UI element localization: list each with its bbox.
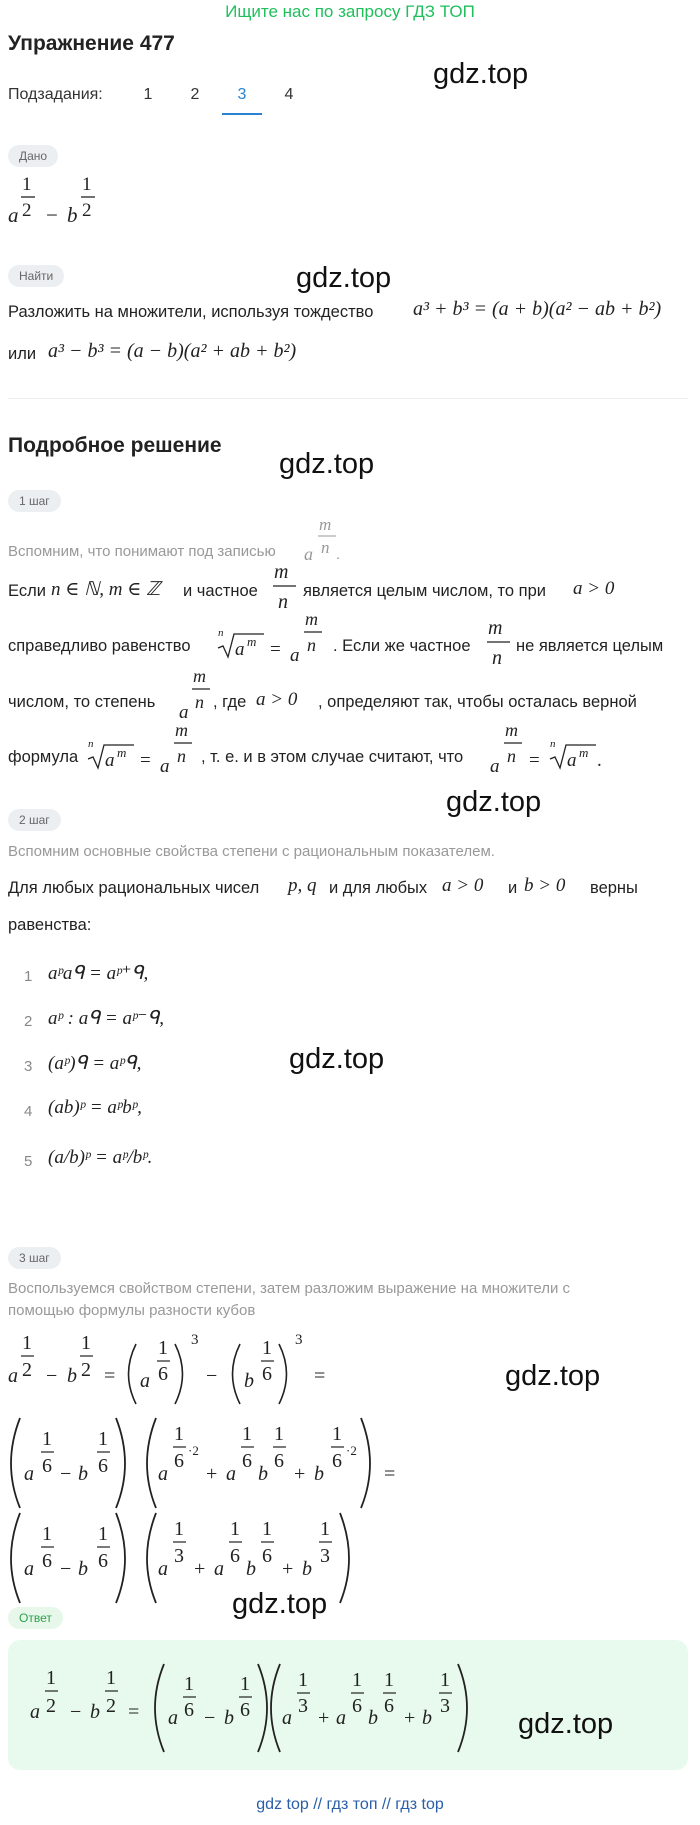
svg-text:2: 2 xyxy=(22,200,32,221)
svg-text:n: n xyxy=(278,591,288,613)
svg-text:b: b xyxy=(78,1463,88,1485)
svg-text:=: = xyxy=(128,1701,140,1723)
svg-text:=: = xyxy=(384,1463,396,1485)
given-badge: Дано xyxy=(8,145,58,167)
svg-text:6: 6 xyxy=(98,1550,108,1572)
watermark: gdz.top xyxy=(518,1708,614,1740)
top-banner[interactable]: Ищите нас по запросу ГДЗ ТОП xyxy=(225,2,475,21)
svg-text:a: a xyxy=(336,1707,346,1729)
s1-a-gt-0-b: a > 0 xyxy=(256,689,298,710)
subtask-tab-3[interactable]: 3 xyxy=(237,86,247,103)
svg-text:+: + xyxy=(206,1463,218,1485)
svg-text:6: 6 xyxy=(230,1545,240,1567)
section-divider xyxy=(8,398,688,399)
s1-defined: , определяют так, чтобы осталась верной xyxy=(318,693,637,711)
svg-text:a: a xyxy=(490,756,500,777)
s2-line1a: Для любых рациональных чисел xyxy=(8,879,260,897)
step2-hint: Вспомним основные свойства степени с рациональным показателем. xyxy=(8,843,495,860)
property-formula: aᵖ : aᑫ = aᵖ⁻ᑫ, xyxy=(48,1008,165,1029)
watermark: gdz.top xyxy=(232,1588,328,1620)
property-formula: (aᵖ)ᑫ = aᵖᑫ, xyxy=(48,1053,142,1074)
svg-text:m: m xyxy=(488,617,503,639)
svg-text:3: 3 xyxy=(440,1695,450,1717)
watermark: gdz.top xyxy=(289,1043,385,1075)
s1-is-int: является целым числом, то при xyxy=(303,582,546,600)
svg-text:m: m xyxy=(247,634,257,649)
svg-text:2: 2 xyxy=(106,1695,116,1717)
s2-line2: равенства: xyxy=(8,916,92,934)
svg-text:a: a xyxy=(282,1707,292,1729)
svg-text:1: 1 xyxy=(440,1669,450,1691)
power-a-m-n xyxy=(177,662,213,724)
svg-text:m: m xyxy=(274,561,289,583)
property-number: 3 xyxy=(24,1058,33,1075)
svg-text:b: b xyxy=(258,1463,268,1485)
or-word: или xyxy=(8,345,37,363)
svg-text:1: 1 xyxy=(42,1428,52,1450)
root-equality xyxy=(216,605,331,667)
svg-text:6: 6 xyxy=(240,1699,250,1721)
step1-hint: Вспомним, что понимают под записью xyxy=(8,543,276,560)
svg-text:−: − xyxy=(46,203,58,227)
step3-line1 xyxy=(8,1322,368,1407)
s1-and-quot: и частное xyxy=(183,582,258,600)
svg-text:1: 1 xyxy=(81,1332,91,1354)
svg-text:b: b xyxy=(78,1558,88,1580)
svg-text:·2: ·2 xyxy=(346,1443,357,1458)
find-badge: Найти xyxy=(8,265,64,287)
svg-text:1: 1 xyxy=(240,1673,250,1695)
property-formula: (a/b)ᵖ = aᵖ/bᵖ. xyxy=(48,1147,153,1168)
svg-text:m: m xyxy=(305,609,318,629)
svg-text:a: a xyxy=(290,645,300,666)
s2-pq: p, q xyxy=(288,875,317,896)
property-number: 5 xyxy=(24,1153,33,1170)
active-tab-indicator xyxy=(222,113,262,115)
svg-text:1: 1 xyxy=(352,1669,362,1691)
solution-title: Подробное решение xyxy=(8,434,222,457)
svg-text:−: − xyxy=(60,1558,72,1580)
svg-text:−: − xyxy=(70,1701,82,1723)
svg-text:a: a xyxy=(140,1370,150,1392)
svg-text:6: 6 xyxy=(262,1363,272,1385)
footer-links[interactable]: gdz top // гдз топ // гдз top xyxy=(256,1796,444,1813)
s1-te: , т. е. и в этом случае считают, что xyxy=(201,748,464,766)
s1-if-not: . Если же частное xyxy=(333,637,471,655)
svg-text:b: b xyxy=(90,1701,100,1723)
svg-text:n: n xyxy=(507,746,516,766)
svg-text:3: 3 xyxy=(295,1332,303,1348)
property-number: 4 xyxy=(24,1103,33,1120)
svg-text:3: 3 xyxy=(174,1545,184,1567)
identity-2: a³ − b³ = (a − b)(a² + ab + b²) xyxy=(48,340,297,362)
svg-text:6: 6 xyxy=(262,1545,272,1567)
svg-text:−: − xyxy=(46,1365,58,1387)
s1-a-gt-0: a > 0 xyxy=(573,578,615,599)
frac-m-n xyxy=(486,612,512,672)
svg-text:.: . xyxy=(597,750,602,771)
watermark: gdz.top xyxy=(433,58,529,90)
subtasks-label: Подзадания: xyxy=(8,86,103,103)
svg-text:6: 6 xyxy=(98,1455,108,1477)
step3-line2 xyxy=(8,1410,408,1510)
property-formula: (ab)ᵖ = aᵖbᵖ, xyxy=(48,1097,142,1118)
svg-text:a: a xyxy=(8,203,19,227)
svg-text:+: + xyxy=(294,1463,306,1485)
svg-text:+: + xyxy=(282,1558,294,1580)
svg-text:1: 1 xyxy=(22,1332,32,1354)
answer-badge: Ответ xyxy=(8,1607,63,1629)
svg-text:1: 1 xyxy=(42,1523,52,1545)
svg-text:2: 2 xyxy=(82,200,92,221)
s1-number: числом, то степень xyxy=(8,693,156,711)
s1-formula: формула xyxy=(8,748,79,766)
svg-text:1: 1 xyxy=(98,1428,108,1450)
svg-text:n: n xyxy=(88,738,94,750)
step2-badge: 2 шаг xyxy=(8,809,61,831)
svg-text:1: 1 xyxy=(98,1523,108,1545)
svg-text:a: a xyxy=(24,1558,34,1580)
svg-text:2: 2 xyxy=(46,1695,56,1717)
svg-text:n: n xyxy=(492,647,502,669)
svg-text:1: 1 xyxy=(174,1518,184,1540)
svg-text:6: 6 xyxy=(184,1699,194,1721)
svg-text:a: a xyxy=(567,750,577,771)
svg-text:1: 1 xyxy=(262,1337,272,1359)
svg-text:a: a xyxy=(160,756,170,777)
watermark: gdz.top xyxy=(279,448,375,480)
svg-text:m: m xyxy=(175,720,188,740)
svg-text:1: 1 xyxy=(46,1667,56,1689)
svg-text:a: a xyxy=(158,1463,168,1485)
svg-text:a: a xyxy=(179,702,189,723)
svg-text:+: + xyxy=(194,1558,206,1580)
s2-line1c: верны xyxy=(590,879,638,897)
svg-text:6: 6 xyxy=(158,1363,168,1385)
svg-text:+: + xyxy=(404,1707,416,1729)
step3-hint-2: помощью формулы разности кубов xyxy=(8,1302,256,1319)
svg-text:−: − xyxy=(204,1707,216,1729)
svg-text:n: n xyxy=(195,692,204,712)
subtask-tab-2[interactable]: 2 xyxy=(190,86,200,103)
svg-text:a: a xyxy=(8,1365,18,1387)
s2-and: и xyxy=(508,879,518,897)
s1-where: , где xyxy=(213,693,247,711)
property-formula: aᵖaᑫ = aᵖ⁺ᑫ, xyxy=(48,963,149,984)
svg-text:a: a xyxy=(105,750,115,771)
svg-text:n: n xyxy=(321,538,330,557)
s1-n-in-N: n ∈ ℕ, m ∈ ℤ xyxy=(51,579,161,600)
step1-badge: 1 шаг xyxy=(8,490,61,512)
watermark: gdz.top xyxy=(505,1360,601,1392)
svg-text:1: 1 xyxy=(230,1518,240,1540)
svg-text:−: − xyxy=(60,1463,72,1485)
svg-text:2: 2 xyxy=(81,1359,91,1381)
given-expression xyxy=(8,170,118,230)
s1-not-int: не является целым xyxy=(516,637,664,655)
svg-text:6: 6 xyxy=(174,1450,184,1472)
s2-line1b: и для любых xyxy=(329,879,428,897)
svg-text:−: − xyxy=(206,1365,218,1387)
svg-text:6: 6 xyxy=(242,1450,252,1472)
svg-text:3: 3 xyxy=(320,1545,330,1567)
svg-text:m: m xyxy=(505,720,518,740)
svg-text:.: . xyxy=(336,546,341,563)
svg-text:1: 1 xyxy=(262,1518,272,1540)
svg-text:a: a xyxy=(158,1558,168,1580)
svg-text:1: 1 xyxy=(332,1423,342,1445)
svg-text:b: b xyxy=(422,1707,432,1729)
svg-text:1: 1 xyxy=(274,1423,284,1445)
svg-text:6: 6 xyxy=(42,1550,52,1572)
svg-text:6: 6 xyxy=(42,1455,52,1477)
svg-text:a: a xyxy=(226,1463,236,1485)
svg-text:1: 1 xyxy=(320,1518,330,1540)
svg-text:m: m xyxy=(319,515,332,534)
svg-text:3: 3 xyxy=(191,1332,199,1348)
svg-text:b: b xyxy=(224,1707,234,1729)
step3-badge: 3 шаг xyxy=(8,1247,61,1269)
s1-if: Если xyxy=(8,582,46,600)
s2-a-gt: a > 0 xyxy=(442,875,484,896)
svg-text:a: a xyxy=(235,639,245,660)
root-equality-2 xyxy=(86,716,201,778)
root-equality-3 xyxy=(488,716,608,778)
svg-text:n: n xyxy=(550,738,556,750)
svg-text:a: a xyxy=(30,1701,40,1723)
svg-text:1: 1 xyxy=(106,1667,116,1689)
property-number: 1 xyxy=(24,968,33,985)
svg-text:b: b xyxy=(246,1558,256,1580)
svg-text:b: b xyxy=(244,1370,254,1392)
answer-expression xyxy=(30,1656,490,1756)
svg-text:a: a xyxy=(168,1707,178,1729)
svg-text:3: 3 xyxy=(298,1695,308,1717)
svg-text:6: 6 xyxy=(352,1695,362,1717)
svg-text:n: n xyxy=(218,627,224,639)
svg-text:=: = xyxy=(529,750,540,771)
svg-text:n: n xyxy=(177,746,186,766)
identity-1: a³ + b³ = (a + b)(a² − ab + b²) xyxy=(413,298,662,320)
svg-text:1: 1 xyxy=(184,1673,194,1695)
svg-text:+: + xyxy=(318,1707,330,1729)
svg-text:=: = xyxy=(140,750,151,771)
svg-text:b: b xyxy=(368,1707,378,1729)
hint-power-a-m-n xyxy=(302,513,342,565)
page-title: Упражнение 477 xyxy=(8,32,175,55)
subtask-tab-4[interactable]: 4 xyxy=(284,86,294,103)
svg-text:=: = xyxy=(104,1365,116,1387)
svg-text:=: = xyxy=(314,1365,326,1387)
svg-text:b: b xyxy=(67,203,78,227)
svg-text:6: 6 xyxy=(274,1450,284,1472)
s1-valid: справедливо равенство xyxy=(8,637,191,655)
find-text: Разложить на множители, используя тождество xyxy=(8,303,374,321)
svg-text:1: 1 xyxy=(158,1337,168,1359)
svg-text:a: a xyxy=(24,1463,34,1485)
svg-text:·2: ·2 xyxy=(188,1443,199,1458)
svg-text:1: 1 xyxy=(384,1669,394,1691)
svg-text:1: 1 xyxy=(242,1423,252,1445)
svg-text:6: 6 xyxy=(332,1450,342,1472)
svg-text:a: a xyxy=(214,1558,224,1580)
s2-b-gt: b > 0 xyxy=(524,875,566,896)
svg-text:2: 2 xyxy=(22,1359,32,1381)
svg-text:1: 1 xyxy=(22,174,32,195)
svg-text:b: b xyxy=(67,1365,77,1387)
svg-text:1: 1 xyxy=(298,1669,308,1691)
svg-text:n: n xyxy=(307,635,316,655)
svg-text:m: m xyxy=(579,745,589,760)
watermark: gdz.top xyxy=(296,262,392,294)
svg-text:1: 1 xyxy=(174,1423,184,1445)
svg-text:=: = xyxy=(270,639,281,660)
watermark: gdz.top xyxy=(446,786,542,818)
svg-text:b: b xyxy=(314,1463,324,1485)
svg-text:m: m xyxy=(117,745,127,760)
svg-text:a: a xyxy=(304,544,313,564)
subtask-tab-1[interactable]: 1 xyxy=(143,86,153,103)
svg-text:m: m xyxy=(193,666,206,686)
step3-hint-1: Воспользуемся свойством степени, затем разложим выражение на множители с xyxy=(8,1280,570,1297)
svg-text:1: 1 xyxy=(82,174,92,195)
property-number: 2 xyxy=(24,1013,33,1030)
svg-text:b: b xyxy=(302,1558,312,1580)
svg-text:6: 6 xyxy=(384,1695,394,1717)
